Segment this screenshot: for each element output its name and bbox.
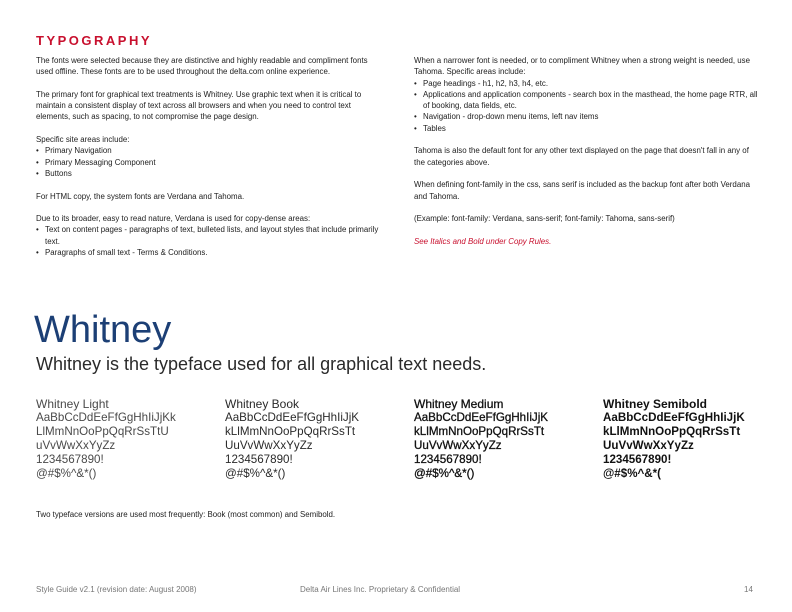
page-number: 14 — [744, 585, 753, 594]
specimen-line: @#$%^&*() — [36, 467, 97, 480]
system-fonts-paragraph: For HTML copy, the system fonts are Verdana and Tahoma. — [36, 191, 245, 201]
specimen-whitney-book — [225, 397, 410, 481]
verdana-intro: Due to its broader, easy to read nature, Verdana is used for copy-dense areas: — [36, 214, 311, 224]
primary-font-paragraph: The primary font for graphical text treatments is Whitney. Use graphic text when it is critical to maintain a consistent display of text across all browsers and when you need to control text elements, such as spacing, to not compromise the page design. — [36, 89, 362, 122]
list-item: • Text on content pages - paragraphs of text, bulleted lists, and layout styles that include primarily text. — [36, 224, 381, 247]
list-item: • Paragraphs of small text - Terms & Conditions. — [36, 247, 381, 258]
tahoma-list — [414, 78, 759, 134]
specimen-name: Whitney Semibold — [603, 397, 708, 411]
css-backup-paragraph: When defining font-family in the css, sans serif is included as the backup font after both Verdana and Tahoma. — [414, 180, 750, 201]
tahoma-default-paragraph: Tahoma is also the default font for any other text displayed on the page that doesn't fall in any of the categories above. — [414, 146, 749, 167]
left-column — [36, 55, 381, 270]
font-tagline: Whitney is the typeface used for all graphical text needs. — [36, 354, 487, 374]
specimen-whitney-semibold — [603, 397, 788, 481]
list-item: • Primary Navigation — [36, 145, 381, 156]
footer-revision: Style Guide v2.1 (revision date: August 2008) — [36, 585, 197, 594]
list-item: • Tables — [414, 123, 759, 134]
list-item: • Primary Messaging Component — [36, 157, 381, 168]
specimen-line: UuVvWwXxYyZz — [414, 439, 502, 452]
specimen-line: 1234567890! — [414, 453, 482, 466]
specimen-line: @#$%^&*() — [414, 467, 475, 480]
site-areas-intro: Specific site areas include: — [36, 135, 130, 145]
list-item: • Page headings - h1, h2, h3, h4, etc. — [414, 78, 759, 89]
specimen-line: 1234567890! — [603, 453, 672, 466]
specimen-line: AaBbCcDdEeFfGgHhIiJjK — [603, 411, 745, 424]
footer-confidential: Delta Air Lines Inc. Proprietary & Confidential — [300, 585, 461, 594]
specimen-line: @#$%^&*( — [603, 467, 662, 480]
specimen-line: 1234567890! — [225, 453, 293, 466]
specimen-line: AaBbCcDdEeFfGgHhIiJjK — [225, 411, 360, 424]
typeface-footnote: Two typeface versions are used most frequently: Book (most common) and Semibold. — [36, 510, 336, 519]
list-item: • Navigation - drop-down menu items, left nav items — [414, 111, 759, 122]
specimen-whitney-medium — [414, 397, 599, 481]
specimen-name: Whitney Light — [36, 397, 109, 411]
specimen-line: AaBbCcDdEeFfGgHhIiJjK — [414, 411, 549, 424]
specimen-line: kLlMmNnOoPpQqRrSsTt — [414, 425, 545, 438]
specimen-line: kLlMmNnOoPpQqRrSsTt — [225, 425, 356, 438]
list-item: • Applications and application components - search box in the masthead, the home page RTR, all of booking, data fields, etc. — [414, 89, 759, 112]
verdana-list — [36, 224, 381, 258]
specimen-line: 1234567890! — [36, 453, 104, 466]
specimen-line: UuVvWwXxYyZz — [225, 439, 313, 452]
list-item: • Buttons — [36, 168, 381, 179]
copy-rules-note: See Italics and Bold under Copy Rules. — [414, 236, 552, 246]
section-title: TYPOGRAPHY — [36, 33, 153, 48]
specimen-line: uVvWwXxYyZz — [36, 439, 116, 452]
tahoma-intro: When a narrower font is needed, or to compliment Whitney when a strong weight is needed, use Tahoma. Specific areas include: — [414, 56, 750, 77]
specimen-line: @#$%^&*() — [225, 467, 286, 480]
specimen-name: Whitney Book — [225, 397, 300, 411]
right-column — [414, 55, 759, 258]
intro-paragraph: The fonts were selected because they are distinctive and highly readable and compliment fonts used offline. These fonts are to be used throughout the delta.com online experience. — [36, 56, 368, 77]
css-example: (Example: font-family: Verdana, sans-serif; font-family: Tahoma, sans-serif) — [414, 214, 675, 224]
specimen-line: AaBbCcDdEeFfGgHhIiJjKk — [36, 411, 176, 424]
specimen-line: UuVvWwXxYyZz — [603, 439, 694, 452]
specimen-line: kLlMmNnOoPpQqRrSsTt — [603, 425, 741, 438]
font-name-heading: Whitney — [34, 309, 172, 351]
specimen-name: Whitney Medium — [414, 397, 504, 411]
specimen-whitney-light — [36, 397, 221, 481]
site-areas-list — [36, 145, 381, 179]
specimen-line: LlMmNnOoPpQqRrSsTtU — [36, 425, 169, 438]
